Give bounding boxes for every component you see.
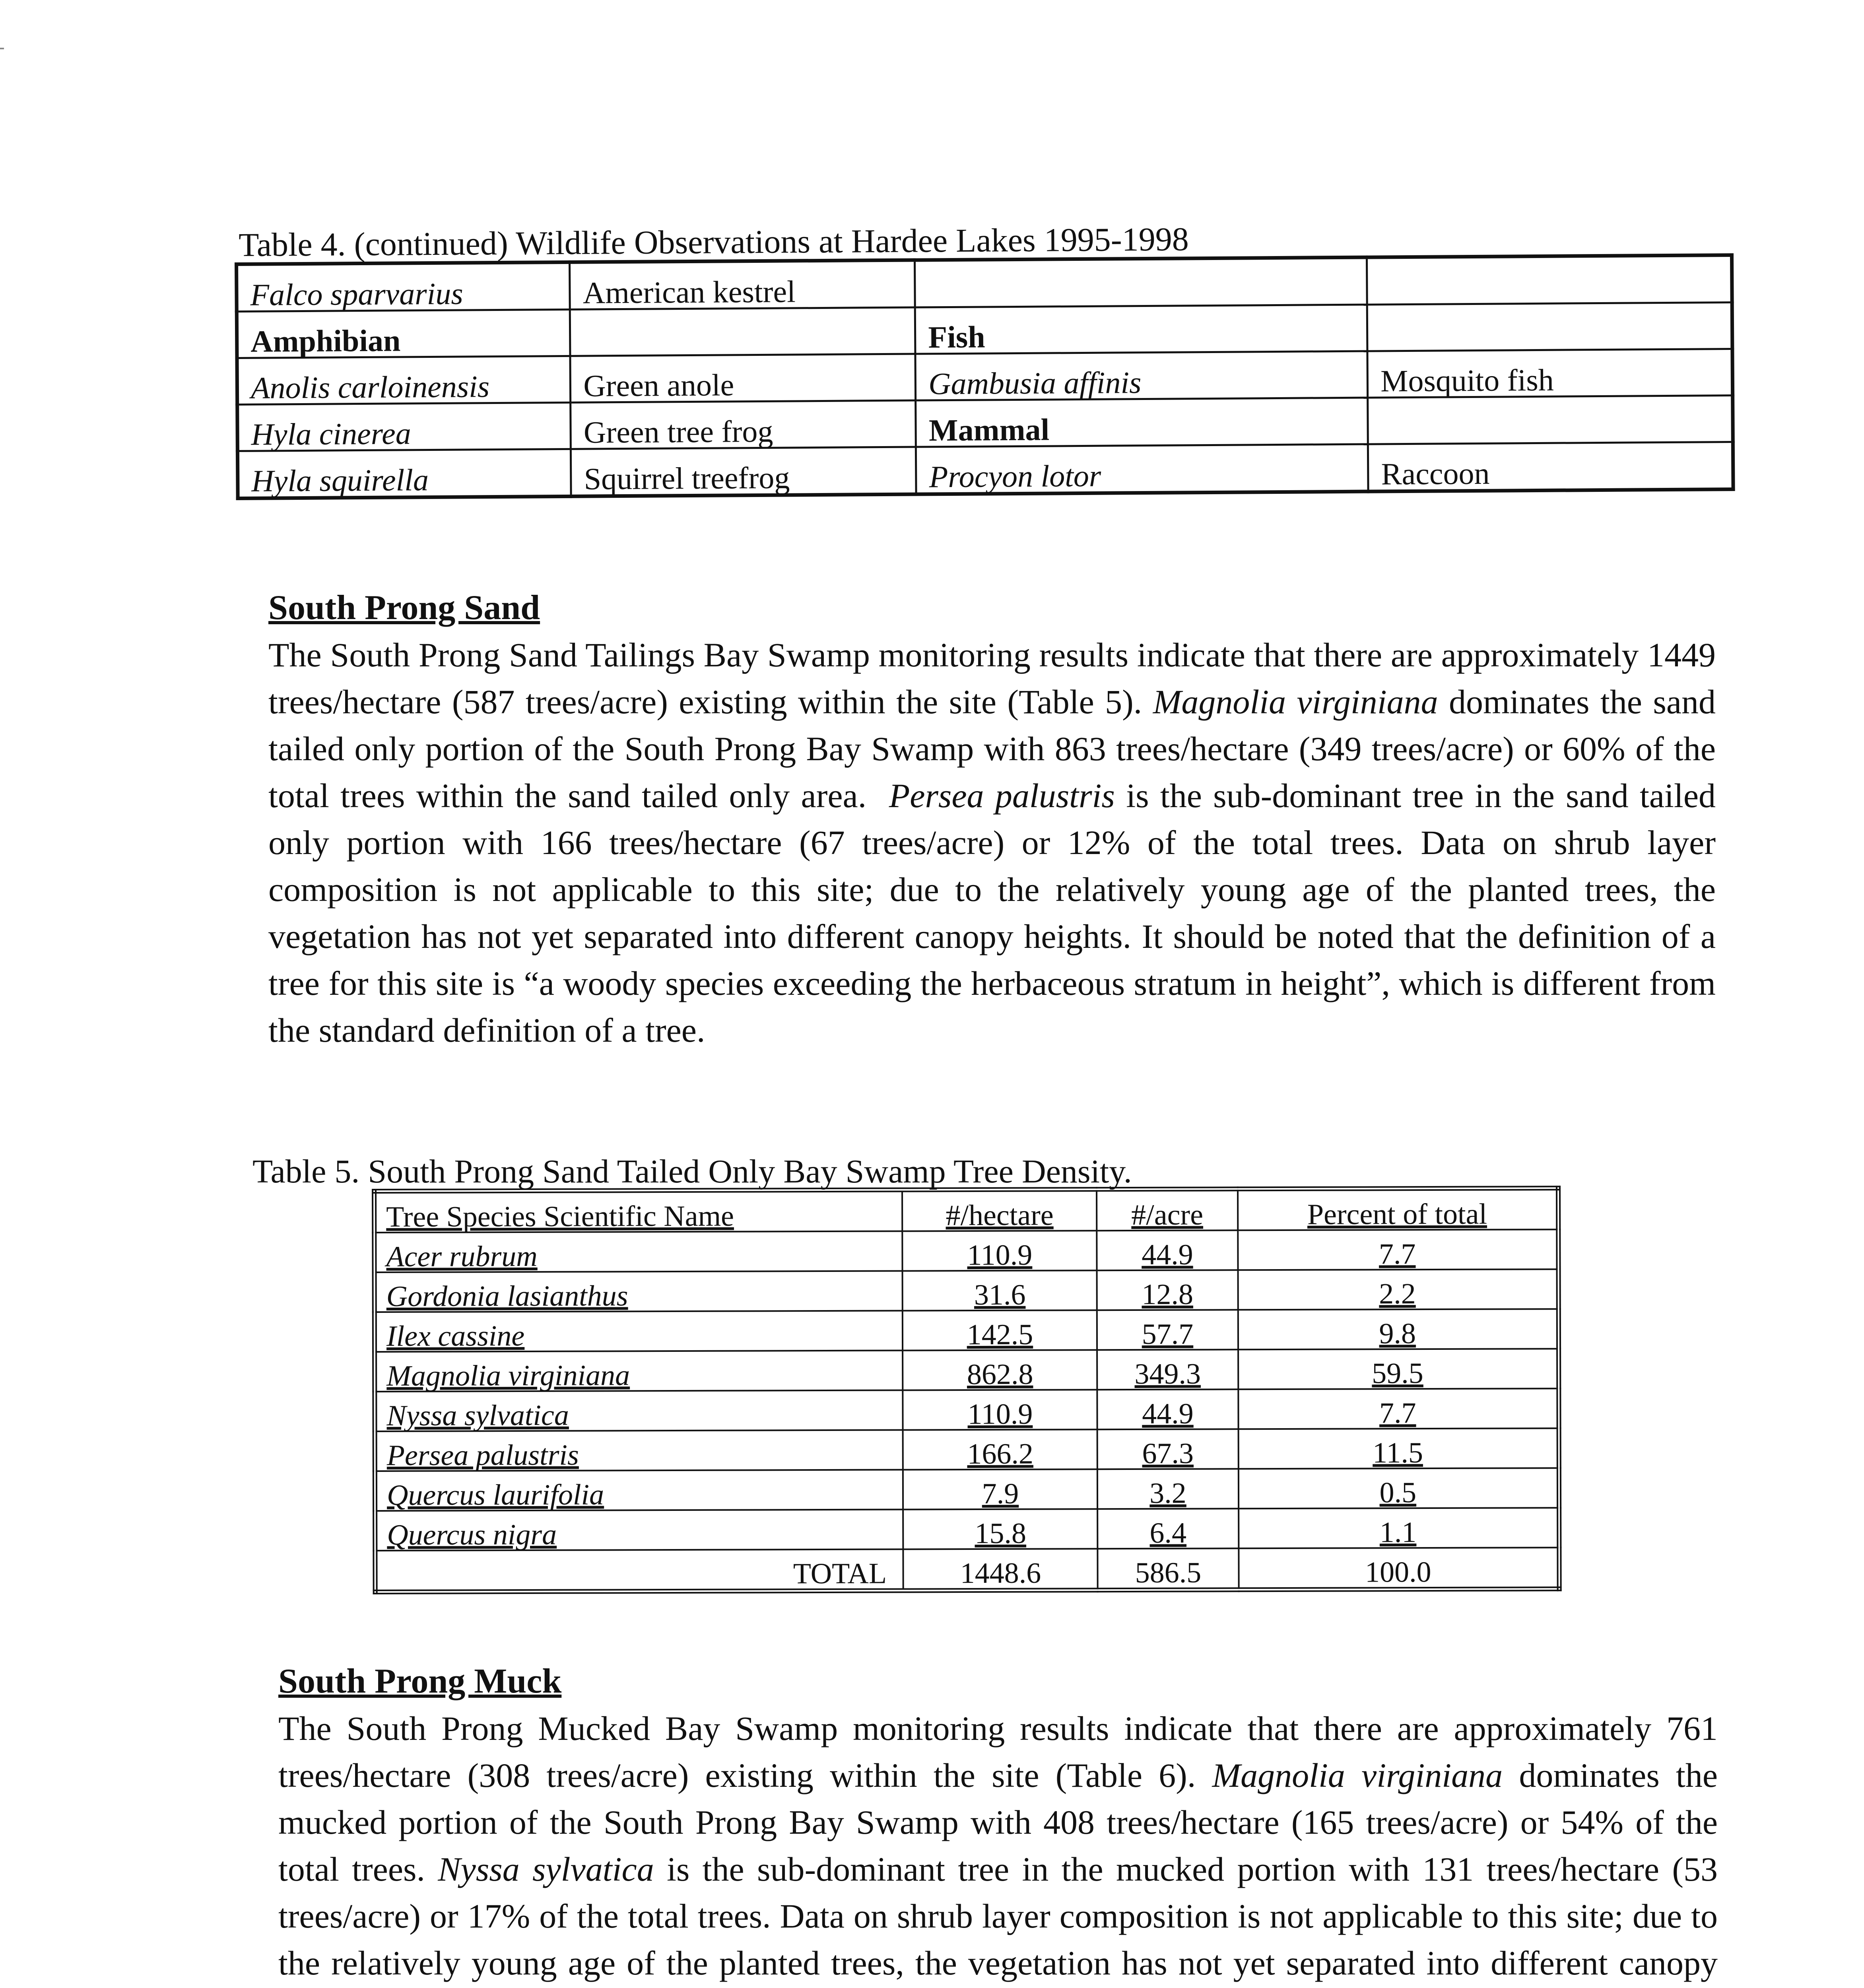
table-row	[375, 1388, 1559, 1431]
table5-caption: Table 5. South Prong Sand Tailed Only Bay Swamp Tree Density.	[252, 1153, 1132, 1190]
table-cell: 110.9	[903, 1390, 1097, 1430]
table-cell: 44.9	[1097, 1230, 1238, 1270]
table-cell: Fish	[915, 305, 1368, 354]
species-name: Persea palustris	[889, 777, 1115, 815]
section-heading: South Prong Muck	[278, 1662, 562, 1701]
table-cell: 349.3	[1097, 1349, 1238, 1390]
section-south-prong-muck	[278, 1658, 1718, 1988]
paragraph-text: dominates the sand tailed only portion of the South Prong Bay Swamp with 863 trees/hectare (349 trees/acre) or 60% of the total trees within the sand tailed only area.	[268, 683, 1716, 815]
table-cell: 57.7	[1097, 1310, 1238, 1350]
species-name: Nyssa sylvatica	[438, 1850, 654, 1888]
paragraph-text: The South Prong Sand Tailings Bay Swamp monitoring results indicate that there are approximately 1449 trees/hectare (587 trees/acre) existing within the site (Table 5).	[268, 636, 1716, 721]
table-cell: American kestrel	[570, 260, 915, 309]
section-paragraph	[278, 1705, 1718, 1988]
table-cell: Gambusia affinis	[915, 351, 1368, 400]
table-cell: 0.5	[1238, 1468, 1559, 1508]
column-header: Percent of total	[1238, 1188, 1559, 1230]
total-cell: 586.5	[1098, 1548, 1239, 1590]
table-cell	[1368, 395, 1733, 444]
species-name: Magnolia virginiana	[1153, 683, 1438, 721]
total-cell: 100.0	[1239, 1547, 1559, 1590]
table-cell	[570, 307, 916, 356]
table-cell: 15.8	[903, 1509, 1098, 1549]
table-cell: Nyssa sylvatica	[375, 1390, 903, 1431]
total-label: TOTAL	[375, 1549, 903, 1592]
table-cell: Green anole	[570, 354, 916, 402]
species-name: Magnolia virginiana	[1212, 1756, 1503, 1794]
table-cell: Ilex cassine	[375, 1311, 903, 1352]
table5	[372, 1186, 1562, 1594]
table-row	[237, 349, 1733, 404]
table-row	[375, 1269, 1559, 1312]
column-header: #/acre	[1097, 1189, 1237, 1231]
table-row	[374, 1229, 1558, 1272]
table-cell: Quercus nigra	[375, 1510, 903, 1551]
table-cell: Mammal	[916, 398, 1368, 447]
total-cell: 1448.6	[903, 1549, 1098, 1590]
table-row	[375, 1309, 1559, 1352]
table-cell: Falco sparvarius	[237, 262, 570, 311]
table-cell: 67.3	[1097, 1429, 1238, 1469]
table-cell: 59.5	[1238, 1349, 1559, 1389]
table-cell: Magnolia virginiana	[375, 1351, 903, 1392]
table-cell: Raccoon	[1368, 442, 1733, 491]
column-header: Tree Species Scientific Name	[374, 1190, 903, 1233]
table-cell: Anolis carloinensis	[237, 356, 571, 404]
paragraph-text: dominates the mucked portion of the South Prong Bay Swamp with 408 trees/hectare (165 trees/acre) or 54% of the total trees.	[278, 1756, 1718, 1888]
table-cell: Hyla cinerea	[237, 402, 571, 451]
scan-mark	[0, 48, 4, 49]
table-cell	[1367, 255, 1732, 305]
table-cell: Hyla squirella	[237, 449, 571, 498]
table4	[235, 253, 1735, 500]
table-row	[237, 442, 1733, 498]
table-row	[375, 1468, 1559, 1511]
table-cell: 862.8	[903, 1350, 1097, 1390]
table-cell: 12.8	[1097, 1270, 1238, 1310]
table-cell: 11.5	[1238, 1428, 1559, 1469]
table-cell: 110.9	[903, 1231, 1097, 1271]
table-row	[375, 1349, 1559, 1392]
column-header: #/hectare	[902, 1189, 1097, 1231]
table-cell: 2.2	[1238, 1269, 1559, 1310]
table-cell: Amphibian	[237, 309, 570, 358]
table-cell	[1367, 302, 1732, 351]
table-row	[375, 1428, 1559, 1471]
table4-caption: Table 4. (continued) Wildlife Observations at Hardee Lakes 1995-1998	[238, 221, 1189, 264]
table-cell: 6.4	[1097, 1508, 1238, 1549]
table-cell: 31.6	[903, 1270, 1097, 1310]
table-cell: Persea palustris	[375, 1430, 903, 1471]
table-cell: 7.7	[1238, 1388, 1559, 1429]
table-total-row	[375, 1547, 1559, 1592]
table-cell: 9.8	[1238, 1309, 1559, 1349]
table-cell: 166.2	[903, 1429, 1097, 1470]
table-cell: Procyon lotor	[916, 444, 1369, 494]
section-heading: South Prong Sand	[268, 588, 540, 627]
table-cell: Quercus laurifolia	[375, 1470, 903, 1511]
table-cell: Green tree frog	[571, 400, 916, 449]
table-header-row	[374, 1188, 1558, 1233]
table-row	[375, 1508, 1559, 1551]
table-cell: 1.1	[1239, 1508, 1559, 1548]
table-row	[237, 255, 1732, 311]
table-cell	[915, 257, 1367, 307]
table-cell: 3.2	[1097, 1469, 1238, 1509]
table-cell: 7.7	[1238, 1229, 1559, 1270]
section-south-prong-sand	[268, 584, 1716, 1054]
paragraph-text: The South Prong Mucked Bay Swamp monitoring results indicate that there are approximately 761 trees/hectare (308 trees/acre) existing within the site (Table 6).	[278, 1709, 1718, 1794]
table-cell: 142.5	[903, 1310, 1097, 1350]
table-cell: Mosquito fish	[1367, 349, 1732, 398]
section-paragraph	[268, 631, 1716, 1054]
paragraph-text: is the sub-dominant tree in the mucked portion with 131 trees/hectare (53 trees/acre) or 17% of the total trees. Data on shrub layer composition is not applicable to this site; due to the relatively young age of the planted trees, the vegetation has not yet separated into different canopy	[278, 1850, 1718, 1982]
table-cell: 7.9	[903, 1469, 1097, 1509]
table-cell: Gordonia lasianthus	[375, 1271, 903, 1312]
table-cell: 44.9	[1097, 1389, 1238, 1429]
paragraph-text: is the sub-dominant tree in the sand tailed only portion with 166 trees/hectare (67 trees/acre) or 12% of the total trees. Data on shrub layer composition is not applicable to this site; due to the relatively young age of the planted trees, the vegetation has not yet separated into different canopy heights. It should be noted that the definition of a tree for this site is “a woody species exceeding the herbaceous stratum in height”, which is different from the standard definition of a tree.	[268, 777, 1716, 1049]
table-cell: Squirrel treefrog	[571, 447, 916, 496]
table-cell: Acer rubrum	[374, 1231, 903, 1272]
